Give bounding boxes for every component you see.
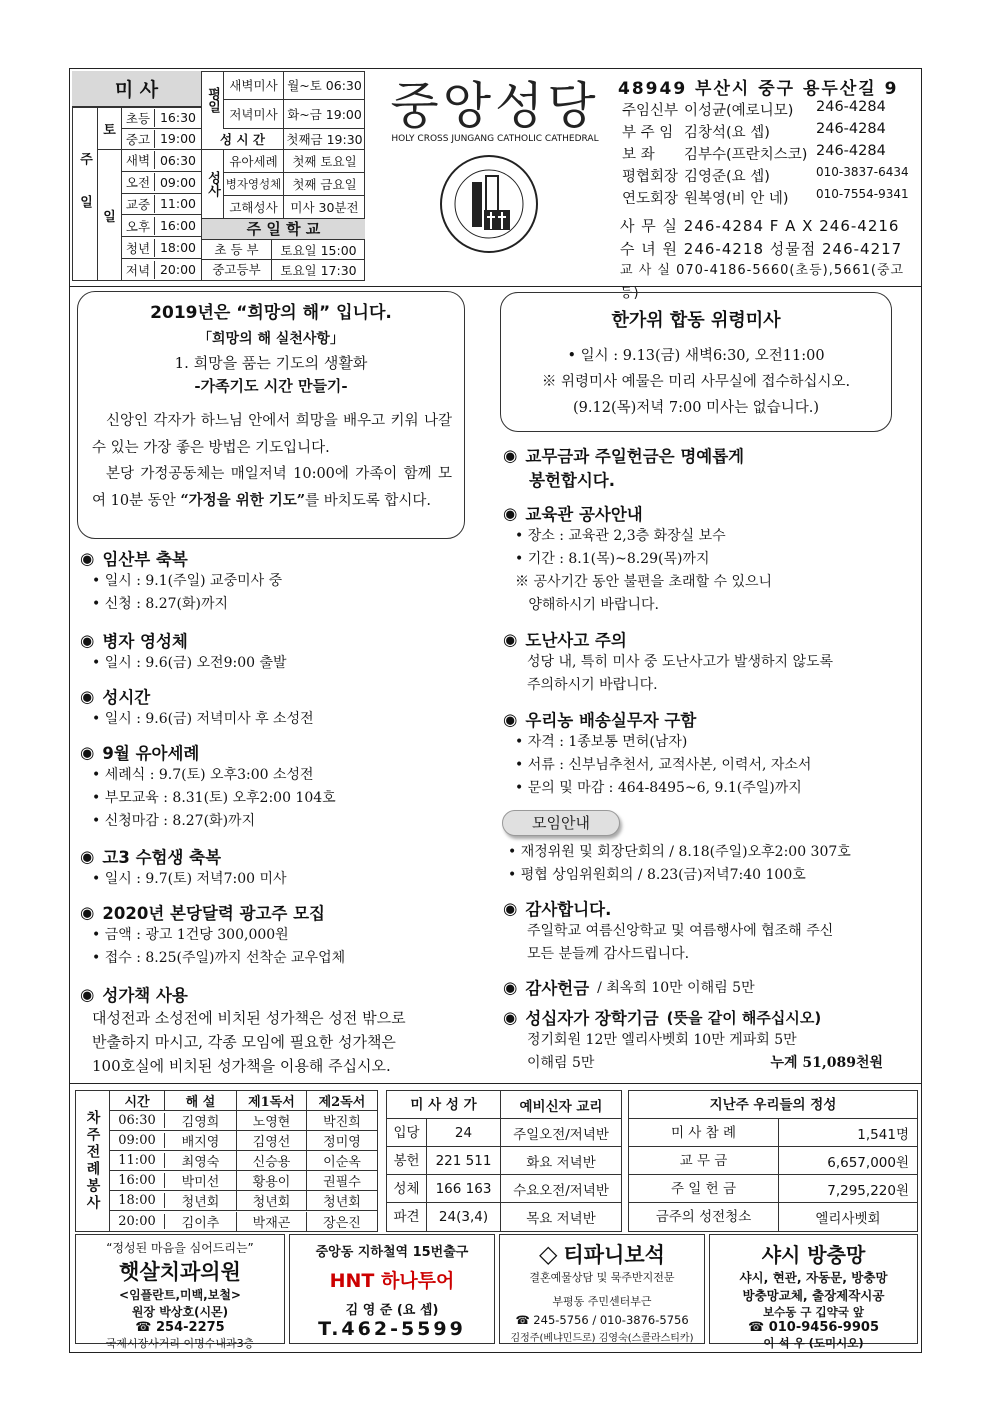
section-thanks-offering [503, 975, 913, 999]
section-title: 감사합니다. [525, 900, 612, 919]
section-title: 9월 유아세례 [102, 744, 200, 763]
hope-content [77, 298, 465, 396]
offering-row [629, 1203, 917, 1231]
section-title: 2020년 본당달력 광고주 모집 [102, 904, 325, 923]
service-header: 제1독서 [237, 1091, 307, 1110]
school-name: 초 등 부 [202, 240, 272, 260]
choir-header: 예비신자 교리 [519, 1098, 603, 1115]
bullet-icon: ◉ [80, 686, 95, 706]
bullet-icon: ◉ [503, 1007, 518, 1027]
service-header: 해 설 [165, 1091, 237, 1110]
ad-line: 부평동 주민센터부근 [552, 1295, 652, 1308]
school-rows [202, 240, 365, 280]
service-row [110, 1151, 377, 1171]
mass-name: 초등 [122, 109, 155, 127]
office-line: 수 녀 원 246-4218 성물점 246-4217 [620, 239, 903, 258]
ad-line: 김 영 준 (요 셉) [345, 1303, 439, 1318]
choir-row [387, 1147, 621, 1175]
ad-line: <임플란트,미백,보철> [119, 1288, 241, 1302]
mass-time: 16:00 [159, 218, 197, 234]
section-line: • 서류 : 신부님추천서, 교적사본, 이력서, 자소서 [515, 757, 812, 773]
section-title: 봉헌합시다. [529, 471, 615, 490]
section-line: • 금액 : 광고 1건당 300,000원 [92, 927, 289, 943]
cell: 파견 [387, 1203, 427, 1231]
sat-sun-rows [122, 107, 202, 280]
bottom-divider [69, 1083, 922, 1084]
section-hymnbook [80, 982, 490, 1078]
cell: 교 무 금 [629, 1147, 779, 1175]
header-divider [69, 286, 922, 287]
church-name: 중앙성당 [390, 77, 600, 135]
seminary-total: 누계 51,089천원 [770, 1055, 883, 1071]
section-title: 병자 영성체 [102, 632, 188, 651]
section-line: 모든 분들께 감사드립니다. [527, 946, 690, 962]
section-line: • 일시 : 9.7(토) 저녁7:00 미사 [92, 871, 287, 887]
weekday-label: 평일 [205, 87, 220, 113]
sacrament-time: 첫째 금요일 [292, 177, 357, 192]
section-line: • 일시 : 9.6(금) 오전9:00 출발 [92, 655, 287, 671]
choir-row [387, 1175, 621, 1203]
service-header: 시간 [110, 1091, 165, 1110]
staff-name: 이성균(예로니모) [684, 103, 794, 119]
weekday-mass-time: 화~금 19:00 [287, 107, 362, 122]
offering-row [629, 1147, 917, 1175]
meeting-lines [508, 841, 908, 887]
address: 48949 부산시 중구 용두산길 9 [618, 79, 899, 99]
cell: 221 511 [427, 1147, 501, 1175]
hope-subtitle: 「희망의 해 실천사항」 [198, 331, 344, 347]
mass-time: 18:00 [159, 240, 197, 256]
ad-name: 햇살치과의원 [119, 1260, 241, 1284]
bullet-icon: ◉ [80, 846, 95, 866]
left-sections [80, 546, 490, 1078]
mass-name: 오후 [122, 217, 155, 235]
section-line: • 일시 : 9.6(금) 저녁미사 후 소성전 [92, 711, 314, 727]
cell: 6,657,000원 [827, 1154, 909, 1171]
cell: 16:00 [110, 1173, 165, 1188]
choir-row [387, 1119, 621, 1147]
ad-phone: T.462-5599 [318, 1318, 466, 1340]
service-row [110, 1191, 377, 1211]
weekday-mass-name: 저녁미사 [224, 100, 284, 129]
cell: 청년회 [165, 1191, 237, 1210]
section-line: 이해림 5만 [527, 1055, 595, 1071]
staff-name: 김부수(프란치스코) [684, 147, 808, 163]
hope-paragraph-2c: 를 바치도록 합시다. [305, 492, 432, 509]
cell: 이순옥 [323, 1155, 361, 1170]
sacrament-time: 첫째 토요일 [292, 154, 357, 169]
staff-phone: 246-4284 [816, 121, 886, 137]
ad-logo [290, 1266, 494, 1293]
bullet-icon: ◉ [503, 503, 518, 523]
mass-time: 11:00 [159, 196, 197, 212]
section-calendar-ads [80, 900, 490, 982]
cell: 엘리사벳회 [815, 1211, 881, 1227]
cell: 수요오전/저녁반 [513, 1182, 609, 1199]
ad-line: 샤시, 현관, 자동문, 방충망 [739, 1270, 888, 1285]
section-line: 정기회원 12만 엘리사벳회 10만 게파회 5만 [527, 1032, 797, 1048]
section-construction [503, 501, 913, 627]
chuseok-title: 한가위 합동 위령미사 [611, 310, 781, 331]
section-title: 성시간 [102, 688, 151, 707]
section-infant-baptism [80, 740, 490, 844]
section-line: 100호실에 비치된 성가책을 이용해 주십시오. [92, 1057, 391, 1075]
mass-time: 06:30 [159, 152, 197, 168]
sunday-school-label: 주 일 학 교 [202, 219, 365, 240]
cell: 입당 [387, 1119, 427, 1147]
section-line: • 부모교육 : 8.31(토) 오후2:00 104호 [92, 790, 336, 806]
church-english-name: HOLY CROSS JUNGANG CATHOLIC CATHEDRAL [391, 134, 599, 144]
ad-line: “정성된 마음을 심어드리는” [106, 1241, 254, 1255]
bullet-icon: ◉ [503, 629, 518, 649]
saturday-label: 토 [98, 107, 122, 150]
staff-phone: 010-7554-9341 [816, 187, 909, 201]
cell: 청년회 [237, 1191, 307, 1210]
mass-time: 09:00 [159, 174, 197, 190]
sacrament-name: 고해성사 [224, 196, 284, 219]
service-row [110, 1171, 377, 1191]
cell: 청년회 [323, 1195, 361, 1210]
bullet-icon: ◉ [80, 630, 95, 650]
cell: 신승용 [237, 1151, 307, 1170]
ad-phone: ☎ 254-2275 [135, 1320, 225, 1335]
hanatour-logo-text: HNT 하나투어 [329, 1270, 455, 1292]
section-line: • 문의 및 마감 : 464-8495~6, 9.1(주일)까지 [515, 780, 802, 796]
cell: 1,541명 [857, 1126, 909, 1143]
section-title: 감사헌금 [525, 979, 590, 998]
cell: 노영현 [237, 1111, 307, 1130]
cell: 김영희 [165, 1111, 237, 1130]
cell: 황용이 [237, 1171, 307, 1190]
holy-hour-time: 첫째금 19:30 [286, 132, 363, 147]
staff-role: 부 주 임 [622, 125, 674, 141]
hope-title: 2019년은 “희망의 해” 입니다. [150, 303, 392, 323]
section-title-note: (뜻을 같이 해주십시오) [666, 1008, 822, 1027]
mass-time: 19:00 [159, 131, 197, 147]
ad-sash-screen [709, 1234, 918, 1350]
sacrament-time: 미사 30분전 [290, 200, 359, 215]
cell: 166 163 [427, 1175, 501, 1203]
cell: 장은진 [323, 1215, 361, 1231]
mass-time: 16:30 [159, 110, 197, 126]
service-row [110, 1211, 377, 1231]
cell: 24 [427, 1119, 501, 1147]
section-line: 성당 내, 특히 미사 중 도난사고가 발생하지 않도록 [527, 654, 834, 670]
sacrament-label: 성사 [202, 150, 224, 219]
staff-phone: 246-4284 [816, 143, 886, 159]
church-logo-icon [434, 152, 544, 257]
school-name: 중고등부 [202, 260, 272, 280]
holy-hour-row [202, 129, 365, 150]
mass-name: 저녁 [122, 261, 155, 279]
school-time: 토요일 17:30 [280, 263, 357, 278]
offering-row [629, 1175, 917, 1203]
cell: 배지영 [165, 1131, 237, 1150]
ad-phone: ☎ 010-9456-9905 [747, 1320, 879, 1335]
section-line: 대성전과 소성전에 비치된 성가책은 성전 밖으로 [92, 1009, 406, 1027]
ad-hanatour [289, 1234, 495, 1344]
hope-point: 1. 희망을 품는 기도의 생활화 [174, 354, 368, 372]
cell: 18:00 [110, 1193, 165, 1208]
cell: 09:00 [110, 1133, 165, 1148]
cell: 봉헌 [387, 1147, 427, 1175]
cell: 김이추 [165, 1212, 237, 1231]
ad-line: 이 석 우 (도미시오) [763, 1336, 864, 1350]
hope-paragraph-2b: “가정을 위한 기도” [180, 491, 306, 509]
right-sections [503, 443, 913, 811]
cell: 최영숙 [165, 1151, 237, 1170]
section-line: • 신청마감 : 8.27(화)까지 [92, 813, 256, 829]
bullet-icon: ◉ [503, 977, 518, 997]
cell: 박미선 [165, 1171, 237, 1190]
thanks-offering-text: / 최옥희 10만 이해림 5만 [597, 980, 755, 996]
cell: 금주의 성전청소 [629, 1203, 779, 1231]
church-logo [434, 152, 544, 257]
mass-name: 오전 [122, 173, 155, 191]
staff-role: 주임신부 [622, 103, 679, 119]
sunday-day-label: 일 [98, 150, 122, 281]
weekday-mass-time: 월~토 06:30 [287, 78, 362, 93]
weekday-mass-name: 새벽미사 [224, 71, 284, 100]
chuseok-content [500, 306, 892, 417]
office-line: 교 사 실 070-4186-5660(초등),5661(중고등) [620, 263, 905, 301]
section-line: ※ 공사기간 동안 불편을 초래할 수 있으니 [515, 574, 773, 590]
section-line: 주일학교 여름신앙학교 및 여름행사에 협조해 주신 [527, 923, 834, 939]
section-holy-hour [80, 684, 490, 740]
cell: 목요 저녁반 [526, 1211, 596, 1227]
diamond-icon: ◇ [539, 1240, 558, 1268]
mass-title: 미 사 [114, 79, 159, 101]
ad-phone: ☎ 245-5756 / 010-3876-5756 [515, 1313, 689, 1327]
section-thanks [503, 896, 913, 966]
section-seminary-fund [503, 1005, 913, 1075]
mass-name: 중고 [122, 130, 155, 148]
weekday-rows [224, 71, 365, 129]
hope-paragraph [92, 408, 452, 514]
staff-role: 평협회장 [622, 169, 679, 185]
section-title: 임산부 축복 [102, 550, 188, 569]
staff-phone: 246-4284 [816, 99, 886, 115]
staff-list [622, 99, 918, 209]
ad-line: 중앙동 지하철역 15번출구 [315, 1245, 469, 1260]
section-line: • 일시 : 9.1(주일) 교중미사 중 [92, 573, 283, 589]
sacrament-name: 유아세례 [224, 150, 284, 173]
hope-paragraph-2a: 본당 가정공동체는 매일저녁 10:00에 가족이 함께 모여 10분 동안 [92, 466, 452, 509]
section-title: 고3 수험생 축복 [102, 848, 222, 867]
mass-time: 20:00 [159, 262, 197, 278]
cell: 김영선 [237, 1131, 307, 1150]
cell: 11:00 [110, 1153, 165, 1168]
service-label: 차주전례봉사 [76, 1091, 110, 1231]
section-line: • 접수 : 8.25(주일)까지 선착순 교우업체 [92, 950, 346, 966]
section-line: • 자격 : 1종보통 면허(남자) [515, 734, 688, 750]
section-theft-warning [503, 627, 913, 707]
bullet-icon: ◉ [80, 902, 95, 922]
bullet-icon: ◉ [503, 445, 518, 465]
cell: 24(3,4) [427, 1203, 501, 1231]
section-pregnant-blessing [80, 546, 490, 628]
mass-title-cell [72, 71, 202, 107]
section-line: 반출하지 마시고, 각종 모임에 필요한 성가책은 [92, 1033, 396, 1051]
section-line: • 기간 : 8.1(목)~8.29(목)까지 [515, 551, 710, 567]
section-title: 성가책 사용 [102, 986, 188, 1005]
service-header: 제2독서 [318, 1095, 366, 1110]
offering-title: 지난주 우리들의 정성 [629, 1091, 917, 1119]
ad-name: 티파니보석 [563, 1243, 665, 1267]
choir-header: 미 사 성 가 [387, 1091, 501, 1119]
school-time: 토요일 15:00 [280, 242, 357, 258]
staff-role: 보 좌 [622, 147, 655, 163]
bullet-icon: ◉ [503, 709, 518, 729]
holy-hour-label: 성 시 간 [202, 129, 284, 150]
service-row [110, 1131, 377, 1151]
staff-name: 원복영(비 안 네) [684, 191, 789, 207]
cell: 주일오전/저녁반 [513, 1126, 609, 1143]
sacrament-rows [224, 150, 365, 219]
section-contribution [503, 443, 913, 501]
cell: 미 사 참 례 [629, 1119, 779, 1147]
hope-point-sub: -가족기도 시간 만들기- [194, 377, 348, 395]
section-line: • 신청 : 8.27(화)까지 [92, 596, 229, 612]
staff-phone: 010-3837-6434 [816, 165, 909, 179]
chuseok-line: ※ 위령미사 예물은 미리 사무실에 접수하십시오. [541, 374, 851, 390]
ad-name: 샤시 방충망 [761, 1243, 866, 1267]
cell: 성체 [387, 1175, 427, 1203]
section-line: • 세례식 : 9.7(토) 오후3:00 소성전 [92, 767, 314, 783]
service-table [75, 1090, 378, 1232]
weekday-label-cell [202, 71, 224, 129]
choir-table [386, 1090, 622, 1232]
section-title: 도난사고 주의 [525, 631, 627, 650]
ad-line: 국제시장사거리 이명수내과3층 [105, 1337, 255, 1350]
ad-line: 보수동 구 깁약국 앞 [763, 1305, 864, 1319]
cell: 주 일 헌 금 [629, 1175, 779, 1203]
staff-name: 김영준(요 셉) [684, 169, 770, 185]
cell: 박재곤 [237, 1212, 307, 1231]
chuseok-line: • 일시 : 9.13(금) 새벽6:30, 오전11:00 [567, 348, 825, 364]
bullet-icon: ◉ [80, 984, 95, 1004]
ad-line: 결혼예물상담 및 묵주반지전문 [529, 1271, 675, 1284]
section-exam-blessing [80, 844, 490, 900]
cell: 화요 저녁반 [526, 1154, 596, 1171]
cell: 7,295,220원 [827, 1182, 909, 1199]
section-line: • 장소 : 교육관 2,3층 화장실 보수 [515, 528, 726, 544]
staff-role: 연도회장 [622, 191, 679, 207]
ad-tiffany-jewelry [499, 1234, 705, 1344]
meeting-line: • 평협 상임위원회의 / 8.23(금)저녁7:40 100호 [508, 867, 806, 883]
cell: 박진희 [323, 1115, 361, 1130]
cell: 06:30 [110, 1113, 165, 1128]
offering-table [628, 1090, 918, 1232]
mass-name: 청년 [122, 239, 155, 257]
chuseok-line: (9.12(목)저녁 7:00 미사는 없습니다.) [573, 400, 819, 416]
ad-line: 김정주(베냐민드로) 김영숙(스콜라스티카) [510, 1333, 694, 1344]
cell: 정미영 [323, 1135, 361, 1150]
offering-row [629, 1119, 917, 1147]
bullet-icon: ◉ [80, 742, 95, 762]
section-delivery-staff [503, 707, 913, 811]
service-grid [110, 1091, 377, 1231]
hope-paragraph-1: 신앙인 각자가 하느님 안에서 희망을 배우고 키워 나갈 수 있는 가장 좋은 방법은 기도입니다. [92, 413, 452, 456]
sacrament-name: 병자영성체 [224, 173, 284, 196]
bullet-icon: ◉ [80, 548, 95, 568]
sunday-label: 주일 [72, 107, 98, 281]
ad-line: 원장 박상호(시몬) [131, 1305, 229, 1319]
meeting-label: 모임안내 [502, 810, 620, 836]
section-line: 양해하시기 바랍니다. [515, 597, 659, 613]
mass-name: 교중 [122, 195, 155, 213]
section-title: 성십자가 장학기금 [525, 1009, 659, 1028]
staff-name: 김창석(요 셉) [684, 125, 770, 141]
meeting-line: • 재정위원 및 회장단회의 / 8.18(주일)오후2:00 307호 [508, 844, 851, 860]
ad-line: 방충망교체, 출장제작시공 [742, 1288, 885, 1303]
section-title: 교무금과 주일헌금은 명예롭게 [525, 447, 745, 466]
section-sick-communion [80, 628, 490, 684]
cell: 권필수 [323, 1175, 361, 1190]
office-line: 사 무 실 246-4284 F A X 246-4216 [620, 217, 900, 235]
section-line: 주의하시기 바랍니다. [527, 677, 658, 693]
bullet-icon: ◉ [503, 898, 518, 918]
mass-name: 새벽 [122, 151, 155, 169]
section-title: 교육관 공사안내 [525, 505, 643, 524]
choir-row [387, 1203, 621, 1231]
service-row [110, 1111, 377, 1131]
ad-dental-clinic [75, 1234, 285, 1350]
section-title: 우리농 배송실무자 구함 [525, 711, 697, 730]
cell: 20:00 [110, 1214, 165, 1229]
